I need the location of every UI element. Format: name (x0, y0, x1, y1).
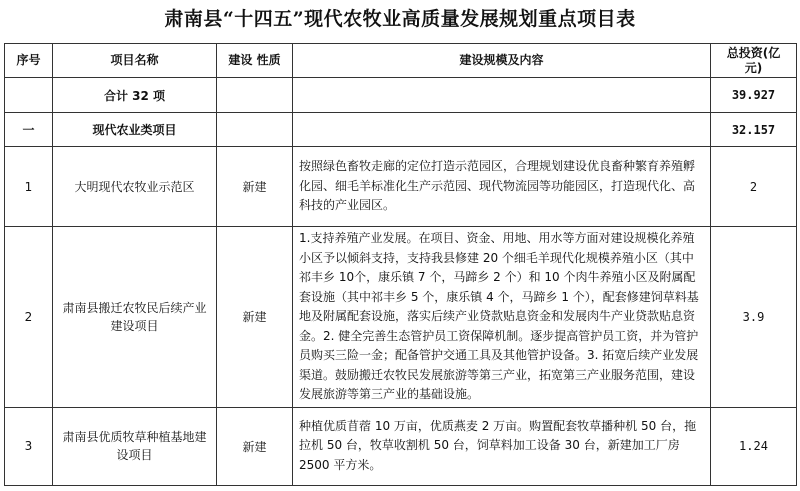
header-name: 项目名称 (53, 44, 217, 78)
row-name: 大明现代农牧业示范区 (53, 147, 217, 227)
row-scale: 1.支持养殖产业发展。在项目、资金、用地、用水等方面对建设规模化养殖小区予以倾斜支持，支持我县修建 20 个细毛羊现代化规模养殖小区（其中祁丰乡 10个，康乐镇 7 个，马蹄乡 2 个）和 10 个肉牛养殖小区及附属配套设施（其中祁丰乡 5 个，康乐镇 4 个，马蹄乡 1 个），配套修建饲草料基地及附属配套设施，落实后续产业贷款贴息资金和发展肉牛产业贷款贴息资金。2. 健全完善生态管护员工资保障机制。逐步提高管护员工资，并为管护员购买三险一金；配备管护交通工具及其他管护设备。3. 拓宽后续产业发展渠道。鼓励搬迁农牧民发展旅游等第三产业，拓宽第三产业服务范围，建设发展旅游等第三产业的基础设施。 (293, 227, 711, 408)
row-investment: 3.9 (711, 227, 797, 408)
header-seq: 序号 (5, 44, 53, 78)
table-row (5, 407, 797, 485)
category-row (5, 113, 797, 147)
row-investment: 2 (711, 147, 797, 227)
row-seq: 2 (5, 227, 53, 408)
row-seq: 3 (5, 407, 53, 485)
category-label: 现代农业类项目 (53, 113, 217, 147)
row-investment: 1.24 (711, 407, 797, 485)
row-nature: 新建 (217, 227, 293, 408)
total-investment: 39.927 (711, 78, 797, 113)
header-nature: 建设 性质 (217, 44, 293, 78)
row-scale: 种植优质苜蓿 10 万亩，优质燕麦 2 万亩。购置配套牧草播种机 50 台，拖拉机 50 台，牧草收割机 50 台，饲草料加工设备 30 台，新建加工厂房 2500 平方米。 (293, 407, 711, 485)
header-scale: 建设规模及内容 (293, 44, 711, 78)
total-label: 合计 32 项 (53, 78, 217, 113)
category-investment: 32.157 (711, 113, 797, 147)
category-seq: 一 (5, 113, 53, 147)
project-table (4, 43, 797, 486)
row-seq: 1 (5, 147, 53, 227)
row-name: 肃南县优质牧草种植基地建设项目 (53, 407, 217, 485)
total-row (5, 78, 797, 113)
table-row (5, 227, 797, 408)
row-nature: 新建 (217, 407, 293, 485)
row-name: 肃南县搬迁农牧民后续产业建设项目 (53, 227, 217, 408)
table-row (5, 147, 797, 227)
header-investment: 总投资(亿元) (711, 44, 797, 78)
header-row (5, 44, 797, 78)
page-title: 肃南县“十四五”现代农牧业高质量发展规划重点项目表 (164, 8, 636, 30)
row-scale: 按照绿色畜牧走廊的定位打造示范园区，合理规划建设优良畜种繁育养殖孵化园、细毛羊标准化生产示范园、现代物流园等功能园区，打造现代化、高科技的产业园区。 (293, 147, 711, 227)
row-nature: 新建 (217, 147, 293, 227)
